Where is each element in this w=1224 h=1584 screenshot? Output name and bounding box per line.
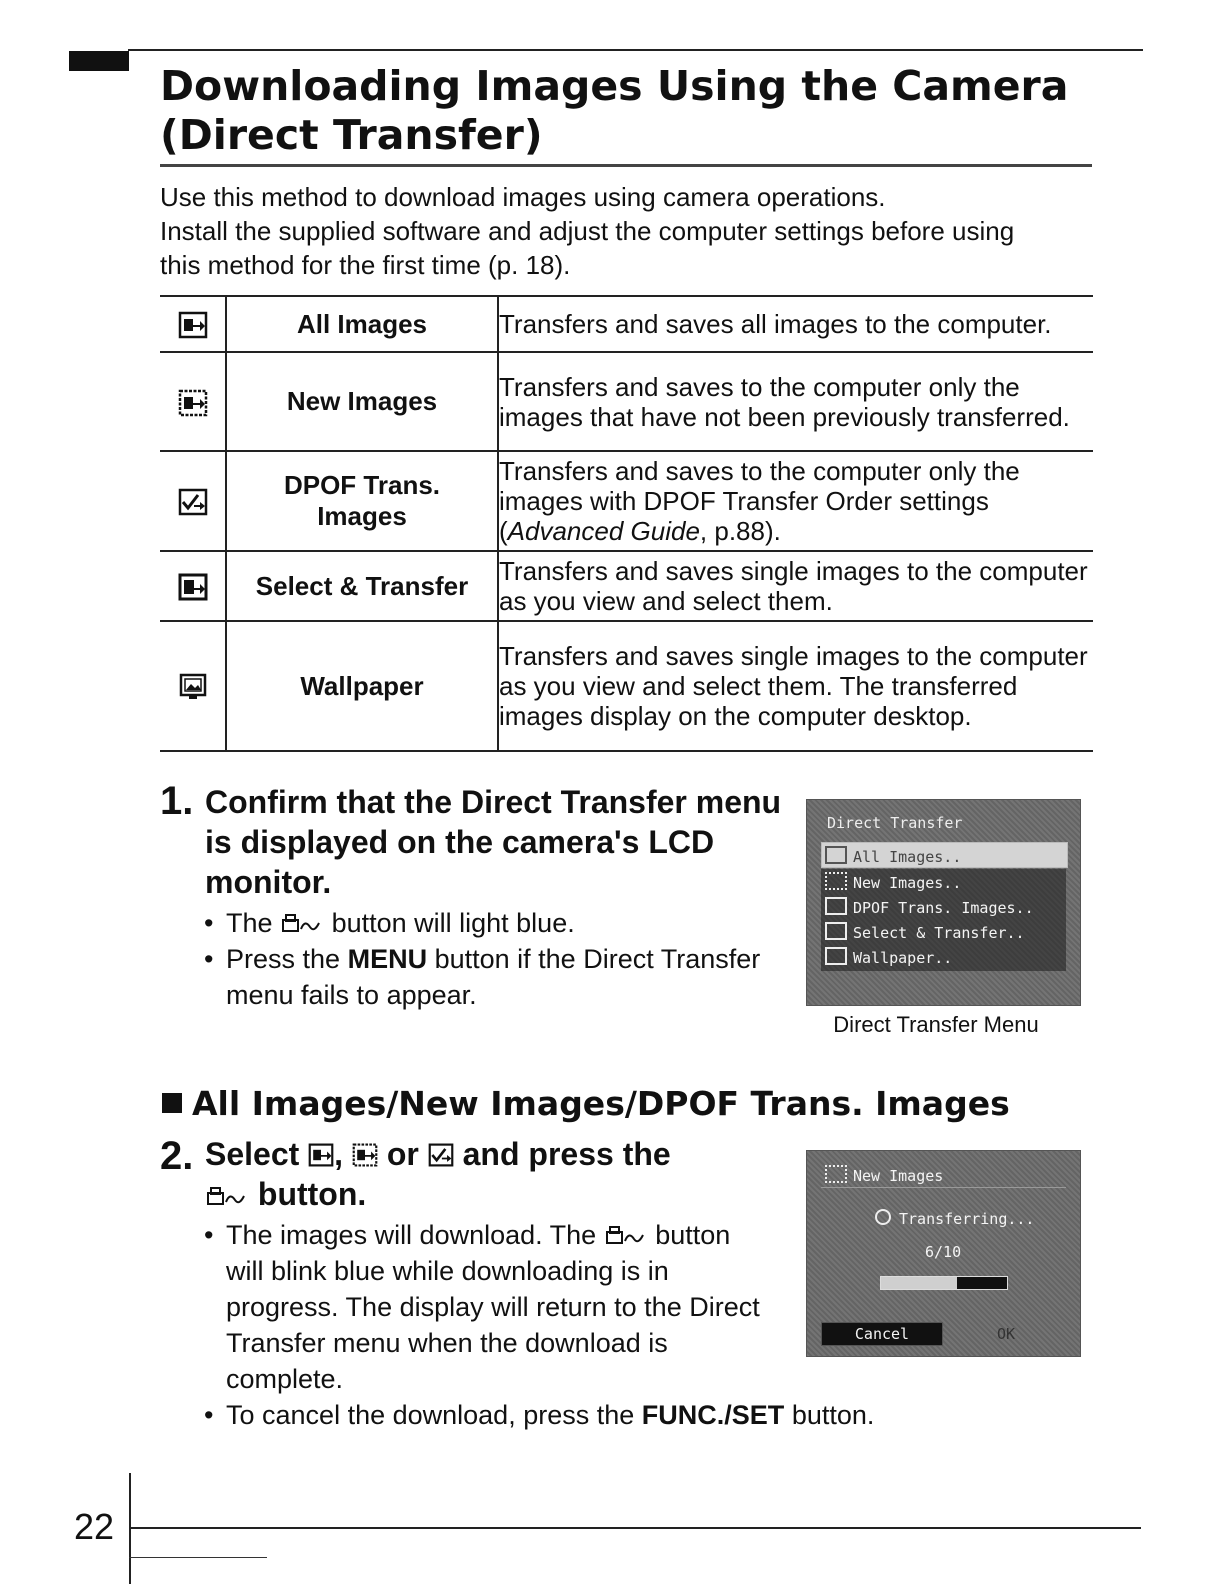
mode-name: New Images xyxy=(226,352,498,451)
dpof-trans-icon xyxy=(825,897,847,915)
new-images-icon xyxy=(825,872,847,890)
transfer-status: Transferring... xyxy=(875,1209,1034,1228)
transferring-screenshot xyxy=(806,1150,1081,1357)
print-share-button-icon xyxy=(205,1185,249,1207)
corner-block xyxy=(69,51,129,71)
square-bullet-icon xyxy=(162,1093,182,1113)
mode-name-line-2: Images xyxy=(317,501,407,531)
intro-text xyxy=(160,180,1100,282)
print-share-button-icon xyxy=(280,912,324,934)
screen-title: Direct Transfer xyxy=(827,814,963,832)
menu-item-new-images: New Images.. xyxy=(825,872,961,892)
ok-button[interactable]: OK xyxy=(997,1325,1016,1343)
mode-name: Select & Transfer xyxy=(226,551,498,621)
intro-line-2: Install the supplied software and adjust the computer settings before using xyxy=(160,216,1015,246)
all-images-icon xyxy=(825,846,847,864)
list-item: • To cancel the download, press the FUNC./SET button. xyxy=(204,1397,1104,1433)
page-number: 22 xyxy=(74,1506,115,1547)
mode-name-line-1: DPOF Trans. xyxy=(283,470,441,500)
screen-title: New Images xyxy=(825,1165,943,1185)
new-images-icon xyxy=(178,388,208,418)
progress-bar xyxy=(880,1276,1008,1290)
print-share-button-icon xyxy=(604,1224,648,1246)
new-images-icon xyxy=(825,1165,847,1183)
dpof-trans-icon xyxy=(428,1142,454,1168)
step1-bullets xyxy=(204,905,764,1013)
table-row xyxy=(160,352,1093,451)
title-line-1: Downloading Images Using the Camera xyxy=(160,62,1069,110)
dpof-trans-icon xyxy=(178,487,208,517)
all-images-icon xyxy=(308,1142,334,1168)
intro-line-1: Use this method to download images using camera operations. xyxy=(160,182,886,212)
table-row xyxy=(160,621,1093,751)
mode-description: Transfers and saves single images to the computer as you view and select them. The transferred images display on the computer desktop. xyxy=(498,621,1093,751)
step2-bullets xyxy=(204,1217,764,1397)
screenshot-caption: Direct Transfer Menu xyxy=(833,1012,1039,1037)
list-item: • The button will light blue. xyxy=(204,905,764,941)
wallpaper-icon xyxy=(825,947,847,965)
table-row xyxy=(160,296,1093,352)
mode-description: Transfers and saves to the computer only the images that have not been previously transferred. xyxy=(498,352,1093,451)
table-row xyxy=(160,451,1093,551)
menu-item-wallpaper: Wallpaper.. xyxy=(825,947,952,967)
mode-description: Transfers and saves single images to the computer as you view and select them. xyxy=(498,551,1093,621)
transfer-counter: 6/10 xyxy=(925,1243,962,1261)
step-heading: Confirm that the Direct Transfer menu is displayed on the camera's LCD monitor. xyxy=(205,784,782,900)
step2-bullets-2 xyxy=(204,1397,1104,1433)
mode-name: All Images xyxy=(226,296,498,352)
footer-short-rule xyxy=(129,1557,267,1558)
progress-bar-fill xyxy=(881,1277,957,1289)
top-rule xyxy=(128,49,1143,51)
all-images-icon xyxy=(178,310,208,340)
step-number: 2. xyxy=(160,1134,194,1178)
menu-item-select-transfer: Select & Transfer.. xyxy=(825,922,1025,942)
step-heading: Select , or and press the button. xyxy=(205,1136,671,1212)
mode-name xyxy=(226,451,498,551)
step-number: 1. xyxy=(160,779,194,823)
wallpaper-icon xyxy=(178,672,208,702)
mode-description: Transfers and saves to the computer only the images with DPOF Transfer Order settings (Advanced Guide, p.88). xyxy=(498,451,1093,551)
select-transfer-icon xyxy=(825,922,847,940)
intro-line-3: this method for the first time (p. 18). xyxy=(160,250,571,280)
mode-description: Transfers and saves all images to the computer. xyxy=(498,296,1093,352)
new-images-icon xyxy=(352,1142,378,1168)
list-item: • The images will download. The button will blink blue while downloading is in progress. The display will return to the Direct Transfer menu when the download is complete. xyxy=(204,1217,764,1397)
transfer-modes-table xyxy=(160,295,1093,752)
footer-rule xyxy=(129,1527,1141,1529)
list-item: • Press the MENU button if the Direct Transfer menu fails to appear. xyxy=(204,941,764,1013)
direct-transfer-menu-screenshot xyxy=(806,799,1081,1006)
select-transfer-icon xyxy=(178,572,208,602)
screen-divider xyxy=(821,1187,1066,1188)
menu-item-all-images: All Images.. xyxy=(825,846,961,866)
clock-icon xyxy=(875,1209,891,1225)
table-row xyxy=(160,551,1093,621)
menu-item-dpof: DPOF Trans. Images.. xyxy=(825,897,1034,917)
mode-name: Wallpaper xyxy=(226,621,498,751)
title-rule xyxy=(160,164,1092,167)
section-heading: All Images/New Images/DPOF Trans. Images xyxy=(162,1084,1162,1124)
page-title xyxy=(160,62,1160,160)
title-line-2: (Direct Transfer) xyxy=(160,111,543,159)
cancel-button[interactable]: Cancel xyxy=(821,1322,943,1346)
